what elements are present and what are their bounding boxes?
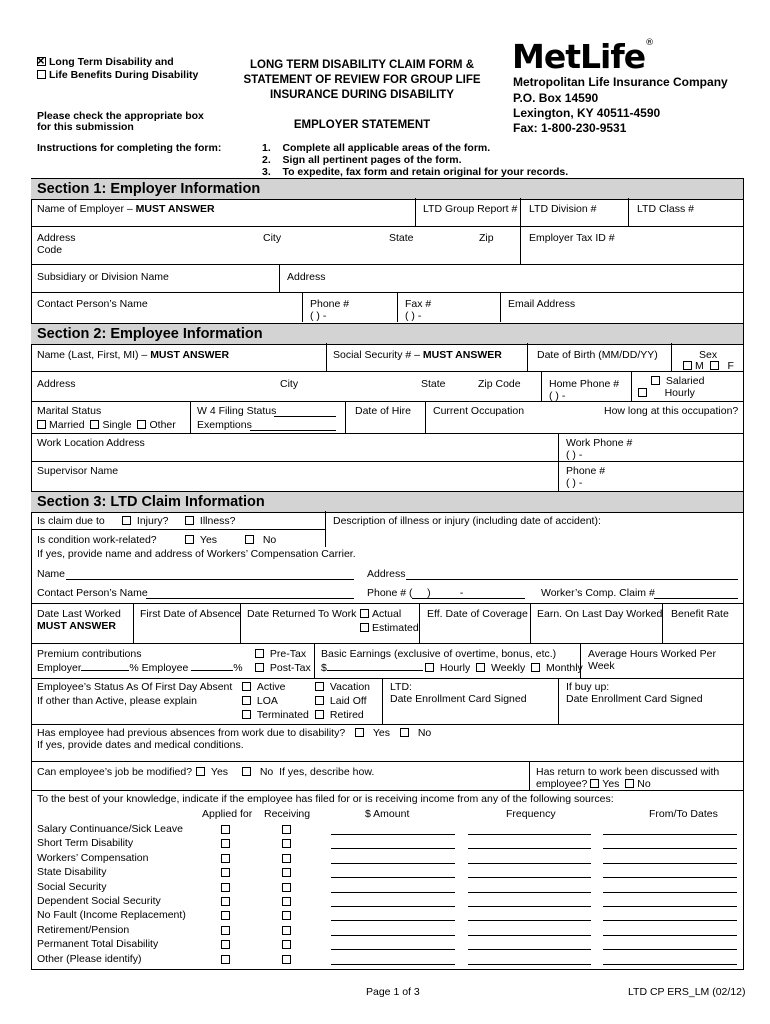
applied-for-checkbox[interactable] [221,955,230,964]
sex-label: Sex [699,349,718,361]
section1-title: Section 1: Employer Information [37,181,261,197]
return-actual-option[interactable]: Actual [360,608,401,620]
terminated-option[interactable]: Terminated [242,709,309,721]
contact-fax-field[interactable]: ( ) - [405,310,422,322]
receiving-checkbox[interactable] [282,911,291,920]
row-line [31,790,743,791]
income-source-label: Short Term Disability [37,837,134,849]
hourly-checkbox[interactable] [638,388,647,397]
form-code: LTD CP ERS_LM (02/12) [628,986,746,998]
dates-field[interactable] [603,964,737,965]
sex-m-checkbox[interactable] [683,361,692,370]
dob-label: Date of Birth (MM/DD/YY) [537,349,658,361]
income-intro: To the best of your knowledge, indicate if the employee has filed for or is receiving income from any of the following sources: [37,793,614,805]
income-source-label: Retirement/Pension [37,924,130,936]
claim-due-label: Is claim due to [37,515,105,527]
post-tax-checkbox[interactable] [255,663,264,672]
basic-earnings-label: Basic Earnings (exclusive of overtime, bonus, etc.) [321,648,557,660]
frequency-field[interactable] [468,834,591,835]
vacation-option[interactable]: Vacation [315,681,370,693]
active-checkbox[interactable] [242,682,251,691]
form-border-bottom [31,969,743,970]
return-discussed-no-checkbox[interactable] [625,779,634,788]
employer-city-label: City [263,232,282,244]
col-frequency: Frequency [506,808,556,820]
applied-for-checkbox[interactable] [221,940,230,949]
laid-off-checkbox[interactable] [315,696,324,705]
work-phone-label: Work Phone # [566,437,633,449]
form-border-right [743,178,744,970]
prev-absences-label: Has employee had previous absences from work due to disability? [37,727,346,739]
row-line [31,401,743,402]
return-discussed-yes-checkbox[interactable] [590,779,599,788]
form-border-left [31,178,32,970]
sex-options: M F [683,360,734,372]
dates-field[interactable] [603,920,737,921]
receiving-checkbox[interactable] [282,868,291,877]
divider [325,511,326,547]
hire-date-label: Date of Hire [355,405,412,417]
contact-name-label: Contact Person’s Name [37,298,148,310]
applied-for-checkbox[interactable] [221,883,230,892]
married-checkbox[interactable] [37,420,46,429]
wc-name-label: Name [37,568,66,580]
contact-email-label: Email Address [508,298,576,310]
wc-address-label: Address [367,568,406,580]
divider [190,401,191,433]
receiving-checkbox[interactable] [282,940,291,949]
receiving-checkbox[interactable] [282,883,291,892]
occupation-duration-label: How long at this occupation? [604,405,739,417]
employer-address-label: Address [37,232,76,244]
divider [662,603,663,643]
supervisor-phone-label: Phone # [566,465,606,477]
class-label: LTD Class # [637,203,694,215]
income-source-label: No Fault (Income Replacement) [37,909,186,921]
job-modified-yes[interactable]: Yes [196,766,228,778]
pre-tax-option[interactable]: Pre-Tax [255,648,306,660]
w4-field[interactable] [274,416,336,417]
work-location-label: Work Location Address [37,437,145,449]
premium-label: Premium contributions [37,648,142,660]
receiving-checkbox[interactable] [282,926,291,935]
basic-earnings-field[interactable]: $ [321,662,423,674]
page-number: Page 1 of 3 [366,986,420,998]
row-line [31,761,743,762]
frequency-field[interactable] [468,906,591,907]
loa-option[interactable]: LOA [242,695,278,707]
receiving-checkbox[interactable] [282,839,291,848]
amount-field[interactable] [331,949,455,950]
job-modified-no[interactable]: No If yes, describe how. [242,766,374,778]
row-line [31,371,743,372]
weekly-pay-checkbox[interactable] [476,663,485,672]
dates-field[interactable] [603,834,737,835]
work-related-no[interactable]: No [245,534,276,546]
employee-address-label: Address [37,378,76,390]
prev-absences-yes-checkbox[interactable] [355,728,364,737]
applied-for-checkbox[interactable] [221,897,230,906]
work-related-no-checkbox[interactable] [245,535,254,544]
wc-phone-label: Phone # ( ) - [367,587,464,599]
divider [314,643,315,678]
divider [500,292,501,322]
frequency-field[interactable] [468,935,591,936]
instructions-label: Instructions for completing the form: [37,142,222,154]
pay-frequency-options: Hourly Weekly Monthly [425,662,583,674]
divider [397,292,398,322]
row-line [31,292,743,293]
row-line [31,433,743,434]
retired-option[interactable]: Retired [315,709,364,721]
wc-name-field[interactable] [66,579,354,580]
divider [425,401,426,433]
divider [628,198,629,226]
other-checkbox[interactable] [137,420,146,429]
amount-field[interactable] [331,863,455,864]
applied-for-checkbox[interactable] [221,868,230,877]
status-label: Employee’s Status As Of First Day Absent [37,681,233,693]
dates-field[interactable] [603,848,737,849]
divider [558,433,559,491]
dates-field[interactable] [603,906,737,907]
dates-field[interactable] [603,877,737,878]
applied-for-checkbox[interactable] [221,825,230,834]
applied-for-checkbox[interactable] [221,926,230,935]
benefit-rate-label: Benefit Rate [671,608,729,620]
form-title-line-3: INSURANCE DURING DISABILITY [269,89,454,101]
frequency-field[interactable] [468,892,591,893]
hourly-pay-checkbox[interactable] [425,663,434,672]
dates-field[interactable] [603,949,737,950]
divider [529,761,530,790]
wc-carrier-instructions: If yes, provide name and address of Workers’ Compensation Carrier. [37,548,356,560]
ltd-label: LTD: [390,681,412,693]
pre-tax-checkbox[interactable] [255,649,264,658]
applied-for-checkbox[interactable] [221,911,230,920]
divider [326,343,327,371]
marital-options: Married Single Other [37,419,176,431]
amount-field[interactable] [331,848,455,849]
section2-title: Section 2: Employee Information [37,326,263,342]
company-fax: Fax: 1-800-230-9531 [513,121,627,135]
job-modified-yes-checkbox[interactable] [196,767,205,776]
life-checkbox[interactable] [37,70,46,79]
amount-field[interactable] [331,964,455,965]
employee-name-label: Name (Last, First, MI) – MUST ANSWER [37,349,230,361]
work-phone-field[interactable]: ( ) - [566,449,583,461]
status-explain-label: If other than Active, please explain [37,695,197,707]
frequency-field[interactable] [468,920,591,921]
illness-checkbox[interactable] [185,516,194,525]
injury-option[interactable]: Injury? [122,515,168,527]
prev-absences-instr: If yes, provide dates and medical conditions. [37,739,244,751]
applied-for-checkbox[interactable] [221,839,230,848]
salaried-checkbox[interactable] [651,376,660,385]
frequency-field[interactable] [468,964,591,965]
employer-code-label: Code [37,244,63,256]
life-option[interactable]: Life Benefits During Disability [37,69,198,81]
row-line [31,461,743,462]
exemptions-label: Exemptions [197,419,252,431]
return-actual-checkbox[interactable] [360,609,369,618]
home-phone-field[interactable]: ( ) - [549,390,566,402]
monthly-pay-checkbox[interactable] [531,663,540,672]
post-tax-option[interactable]: Post-Tax [255,662,311,674]
injury-checkbox[interactable] [122,516,131,525]
row-line [31,643,743,644]
divider [530,603,531,643]
income-source-label: Social Security [37,881,107,893]
sex-f-checkbox[interactable] [710,361,719,370]
divider [631,371,632,401]
divider [520,198,521,226]
divider [558,678,559,724]
receiving-checkbox[interactable] [282,955,291,964]
wc-contact-field[interactable] [146,598,354,599]
divider [382,678,383,724]
form-title-line-2: STATEMENT OF REVIEW FOR GROUP LIFE [243,74,481,86]
return-estimated-checkbox[interactable] [360,623,369,632]
income-source-label: Workers’ Compensation [37,852,149,864]
row-line [31,678,743,679]
receiving-checkbox[interactable] [282,825,291,834]
receiving-checkbox[interactable] [282,854,291,863]
frequency-field[interactable] [468,949,591,950]
company-name: Metropolitan Life Insurance Company [513,75,728,89]
row-line [31,264,743,265]
prev-absences-no-checkbox[interactable] [400,728,409,737]
avg-hours-label: Average Hours Worked Per [588,648,717,660]
amount-field[interactable] [331,906,455,907]
ltd-option[interactable]: ×Long Term Disability and [37,56,174,68]
subsidiary-address-label: Address [287,271,326,283]
divider [541,371,542,401]
wc-claim-label: Worker’s Comp. Claim # [541,587,655,599]
divider [240,603,241,643]
income-source-label: Other (Please identify) [37,953,142,965]
amount-field[interactable] [331,834,455,835]
divider [527,343,528,371]
income-source-label: Salary Continuance/Sick Leave [37,823,183,835]
tax-id-label: Employer Tax ID # [529,232,615,244]
group-report-label: LTD Group Report # [423,203,518,215]
divider [345,401,346,433]
prev-absences-no[interactable]: No [400,727,431,739]
illness-option[interactable]: Illness? [185,515,236,527]
divider [419,603,420,643]
vacation-checkbox[interactable] [315,682,324,691]
occupation-label: Current Occupation [433,405,525,417]
company-city: Lexington, KY 40511-4590 [513,106,661,120]
eff-coverage-label: Eff. Date of Coverage [427,608,528,620]
frequency-field[interactable] [468,877,591,878]
dates-field[interactable] [603,935,737,936]
last-worked-required: MUST ANSWER [37,620,116,632]
return-discussed-label: Has return to work been discussed with [536,766,720,778]
employer-name-label: Name of Employer – MUST ANSWER [37,203,215,215]
return-estimated-option[interactable]: Estimated [360,622,419,634]
ltd-enroll-label: Date Enrollment Card Signed [390,693,527,705]
loa-checkbox[interactable] [242,696,251,705]
col-receiving: Receiving [264,808,311,820]
subsidiary-label: Subsidiary or Division Name [37,271,169,283]
income-source-label: Dependent Social Security [37,895,161,907]
premium-split: Employer % Employee % [37,662,243,674]
dates-field[interactable] [603,863,737,864]
supervisor-label: Supervisor Name [37,465,119,477]
work-related-label: Is condition work-related? [37,534,157,546]
contact-phone-label: Phone # [310,298,350,310]
receiving-checkbox[interactable] [282,897,291,906]
terminated-checkbox[interactable] [242,710,251,719]
wc-phone-field[interactable] [412,598,525,599]
avg-hours-label-2: Week [588,660,615,672]
check-instruction: Please check the appropriate box [37,110,204,122]
row-line [31,724,743,725]
employee-city-label: City [280,378,299,390]
col-amount: $ Amount [365,808,410,820]
earnings-last-day-label: Earn. On Last Day Worked [537,608,663,620]
amount-field[interactable] [331,935,455,936]
salaried-option[interactable]: Salaried [651,375,704,387]
divider [133,603,134,643]
single-checkbox[interactable] [90,420,99,429]
job-modified-no-checkbox[interactable] [242,767,251,776]
active-option[interactable]: Active [242,681,286,693]
frequency-field[interactable] [468,848,591,849]
dates-field[interactable] [603,892,737,893]
section3-title: Section 3: LTD Claim Information [37,494,265,510]
marital-status-label: Marital Status [37,405,102,417]
divider [279,264,280,292]
instruction-item: 2. Sign all pertinent pages of the form. [262,154,462,166]
division-label: LTD Division # [529,203,597,215]
row-line [31,226,743,227]
divider [671,343,672,371]
return-discussed-options: employee? Yes No [536,778,651,790]
employer-state-label: State [389,232,414,244]
returned-label: Date Returned To Work [247,608,357,620]
row-line [31,603,743,604]
row-line [31,529,325,530]
contact-fax-label: Fax # [405,298,432,310]
retired-checkbox[interactable] [315,710,324,719]
applied-for-checkbox[interactable] [221,854,230,863]
frequency-field[interactable] [468,863,591,864]
last-worked-label: Date Last Worked [37,608,121,620]
w4-label: W 4 Filing Status [197,405,277,417]
divider [302,292,303,322]
wc-claim-field[interactable] [654,598,738,599]
prev-absences-yes[interactable]: Yes [355,727,390,739]
company-po-box: P.O. Box 14590 [513,91,599,105]
income-source-label: Permanent Total Disability [37,938,159,950]
employer-zip-label: Zip [479,232,494,244]
amount-field[interactable] [331,892,455,893]
buy-up-enroll-label: Date Enrollment Card Signed [566,693,703,705]
ltd-checkbox[interactable] [37,57,46,66]
first-absence-label: First Date of Absence [140,608,241,620]
amount-field[interactable] [331,920,455,921]
instruction-item: 1. Complete all applicable areas of the form. [262,142,491,154]
col-dates: From/To Dates [649,808,718,820]
divider [415,198,416,226]
employee-state-label: State [421,378,446,390]
divider [520,226,521,264]
wc-address-field[interactable] [406,579,738,580]
hourly-option[interactable]: Hourly [638,387,695,399]
employee-zip-label: Zip Code [478,378,521,390]
instruction-item: 3. To expedite, fax form and retain original for your records. [262,166,569,178]
description-label: Description of illness or injury (including date of accident): [333,515,601,527]
buy-up-label: If buy up: [566,681,610,693]
form-subtitle: EMPLOYER STATEMENT [293,119,431,131]
divider [580,643,581,678]
amount-field[interactable] [331,877,455,878]
ssn-label: Social Security # – MUST ANSWER [333,349,502,361]
metlife-logo: MetLife® [512,37,654,76]
income-source-label: State Disability [37,866,107,878]
supervisor-phone-field[interactable]: ( ) - [566,477,583,489]
col-applied-for: Applied for [202,808,253,820]
exemptions-field[interactable] [250,430,336,431]
work-related-yes[interactable]: Yes [185,534,217,546]
check-instruction-2: for this submission [37,121,134,133]
home-phone-label: Home Phone # [549,378,620,390]
wc-contact-label: Contact Person’s Name [37,587,148,599]
work-related-yes-checkbox[interactable] [185,535,194,544]
form-title-line-1: LONG TERM DISABILITY CLAIM FORM & [249,59,475,71]
laid-off-option[interactable]: Laid Off [315,695,367,707]
job-modified-label: Can employee’s job be modified? [37,766,193,778]
contact-phone-field[interactable]: ( ) - [310,310,327,322]
